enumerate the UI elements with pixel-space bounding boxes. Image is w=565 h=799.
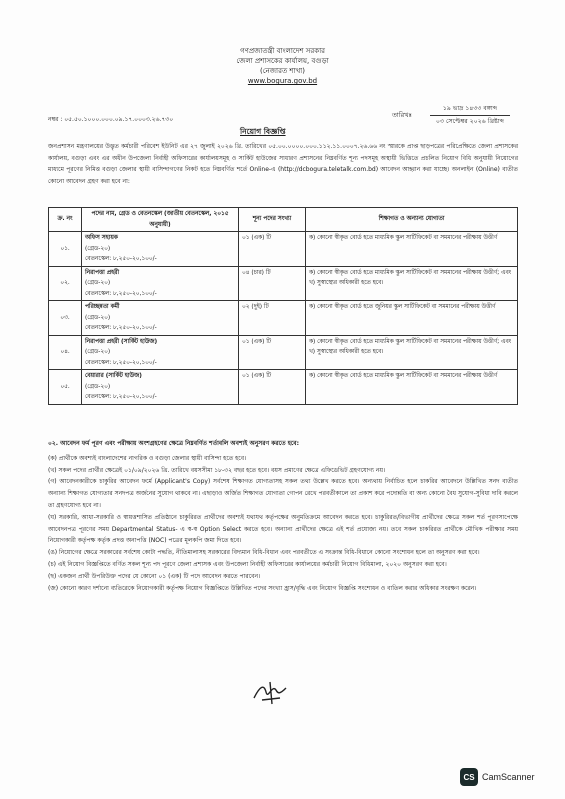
government-name: গণপ্রজাতন্ত্রী বাংলাদেশ সরকার (240, 47, 325, 55)
qualification-line: ক) কোনো স্বীকৃত বোর্ড হতে মাধ্যমিক স্কুল সার্টিফিকেট বা সমমানের পরীক্ষায় উত্তীর্ণ; এবং (309, 338, 512, 345)
row-count: ০১ (এক) টি (239, 335, 306, 370)
post-scale: বেতনস্কেল: ৮,২৫০-২০,১০০/- (85, 394, 157, 400)
header-post: পদের নাম, গ্রেড ও বেতনস্কেল (জাতীয় বেতনস্কেল, ২০১৫ অনুযায়ী) (82, 208, 239, 232)
qualification-line: খ) সুস্বাস্থ্যের অধিকারী হতে হবে। (309, 349, 384, 355)
row-post (82, 266, 239, 301)
condition-item: (জ) কোনো কারণ দর্শানো ব্যতিরেকে নিয়োগকারী কর্তৃপক্ষ নিয়োগ বিজ্ঞপ্তিতে উল্লিখিত পদের সংখ্যা হ্রাস/বৃদ্ধি এবং নিয়োগ বিজ্ঞপ্তি সংশোধন ও বাতিল করার অধিকার সংরক্ষণ করেন। (48, 584, 477, 592)
table-row (49, 301, 518, 336)
table-row (49, 370, 518, 405)
row-qualification (306, 232, 518, 267)
condition-item: (ক) প্রার্থীকে অবশ্যই বাংলাদেশের নাগরিক ও বগুড়া জেলার স্থায়ী বাসিন্দা হতে হবে। (48, 454, 247, 462)
conditions-section (48, 438, 518, 594)
date-bangla: ১৯ ভাদ্র ১৪৩৩ বঙ্গাব্দ (430, 103, 510, 116)
conditions-heading: ০২. আবেদন ফর্ম পূরণ এবং পরীক্ষায় অংশগ্রহণের ক্ষেত্রে নিম্নবর্ণিত শর্তাবলি অবশ্যই অনুসরণ করতে হবে: (48, 440, 300, 447)
post-grade: (গ্রেড-২০) (85, 383, 111, 390)
post-scale: বেতনস্কেল: ৮,২৫০-২০,১০০/- (85, 256, 157, 262)
qualification-line: ক) কোনো স্বীকৃত বোর্ড হতে মাধ্যমিক স্কুল সার্টিফিকেট বা সমমানের পরীক্ষায় উত্তীর্ণ (309, 373, 498, 379)
header-count: শূন্য পদের সংখ্যা (239, 208, 306, 232)
row-serial: ০৩. (49, 301, 82, 336)
qualification-line: খ) সুস্বাস্থ্যের অধিকারী হতে হবে। (309, 280, 384, 286)
post-grade: (গ্রেড-২০) (85, 245, 111, 252)
condition-item: (ঙ) নিয়োগের ক্ষেত্রে সরকারের সর্বশেষ কোটা পদ্ধতি, নীতিমালাসহ সরকারের বিদ্যমান বিধি-বিধান এবং পরবর্তীতে এ সংক্রান্ত বিধি-বিধানে কোনো সংশোধন হলে তা অনুসরণ করা হবে। (48, 549, 480, 557)
date-english: ০৩ সেপ্টেম্বর ২০২৬ খ্রিষ্টাব্দ (435, 118, 505, 125)
camscanner-label: CamScanner (482, 772, 535, 782)
condition-item: (ছ) একজন প্রার্থী উপরিউক্ত পদের যে কোনো ০১ (এক) টি পদে আবেদন করতে পারবেন। (48, 572, 261, 580)
row-post (82, 232, 239, 267)
condition-item: (গ) আবেদনকারীকে চাকুরির আবেদন ফর্মে (Applicant's Copy) সর্বশেষ শিক্ষাগত যোগ্যতাসহ সকল তথ্য উল্লেখ করতে হবে। অন্যথায় নির্বাচিত হলে চাকরির আবেদনে উল্লিখিত সনদ ব্যতীত অন্যান্য শিক্ষাগত যোগ্যতার সনদপত্র অর্জনের সুযোগ থাকবে না। এছাড়াও অর্জিত শিক্ষাগত যোগ্যতা গোপন রেখে পরবর্তীকালে তা প্রকাশ করে পদোন্নতি বা অন্য কোনো বৈধ সুযোগ-সুবিধা দাবি করলে তা গ্রহণযোগ্য হবে না। (48, 478, 518, 509)
camscanner-watermark (460, 768, 535, 786)
post-scale: বেতনস্কেল: ৮,২৫০-২০,১০০/- (85, 290, 157, 297)
row-count: ০১ (এক) টি (239, 232, 306, 267)
qualification-line: ক) কোনো স্বীকৃত বোর্ড হতে মাধ্যমিক স্কুল সার্টিফিকেট বা সমমানের পরীক্ষায় উত্তীর্ণ (309, 235, 498, 241)
post-name: নিরাপত্তা প্রহরী (85, 269, 119, 276)
letterhead (0, 46, 565, 86)
condition-item: (চ) এই নিয়োগ বিজ্ঞপ্তিতে বর্ণিত সকল শূন্য পদ পূরণে জেলা প্রশাসক এবং উপজেলা নির্বাহী অফিসারের কার্যালয়ের কর্মচারী নিয়োগ বিধিমালা, ২০২০ অনুসরণ করা হবে। (48, 560, 447, 568)
condition-item: (খ) সকল পদের প্রার্থীর ক্ষেত্রেই ০১/০৯/২০২৬ খ্রি. তারিখে বয়সসীমা ১৮-৩২ বছর হতে হবে। বয়স প্রমাণের ক্ষেত্রে এফিডেভিট গ্রহণযোগ্য নয়। (48, 466, 386, 474)
post-grade: (গ্রেড-২০) (85, 349, 111, 355)
section-name: (নেজারত শাখা) (260, 67, 305, 75)
post-name: পরিচ্ছন্নতা কর্মী (85, 304, 120, 310)
row-qualification (306, 301, 518, 336)
website-link[interactable]: www.bogura.gov.bd (247, 77, 318, 85)
condition-item: (ঘ) সরকারি, আধা-সরকারি ও স্বায়ত্তশাসিত প্রতিষ্ঠানে চাকুরিরত প্রার্থীদের অবশ্যই যথাযথ কর্তৃপক্ষের অনুমতিক্রমে আবেদন করতে হবে। চাকুরিরত/বিভাগীয় প্রার্থীদের ক্ষেত্রে সকল শর্ত পূরণসাপেক্ষে আবেদনপত্র পূরণের সময় Departmental Status- এ স্ব-স্ব Option Select করতে হবে। অন্যান্য প্রার্থীদের ক্ষেত্রে এই শর্ত প্রযোজ্য নয়। তবে সকল চাকরিরত প্রার্থীকে মৌখিক পরীক্ষার সময় নিয়োগকারী কর্তৃপক্ষ কর্তৃক প্রদত্ত অনাপত্তি (NOC) পত্রের মূলকপি জমা দিতে হবে। (48, 513, 518, 545)
row-qualification (306, 370, 518, 405)
qualification-line: ক) কোনো স্বীকৃত বোর্ড হতে মাধ্যমিক স্কুল সার্টিফিকেট বা সমমানের পরীক্ষায় উত্তীর্ণ; এবং (309, 269, 512, 276)
memo-number: নম্বর : ০৫.৫০.১০০০.০০০.০৯.১৭.০০০৩.২৬.৭৩০ (48, 116, 174, 123)
post-name: অফিস সহায়ক (85, 235, 118, 241)
row-serial: ০৫. (49, 370, 82, 405)
row-count: ০২ (দুই) টি (239, 301, 306, 336)
row-count: ০৪ (চার) টি (239, 266, 306, 301)
row-post (82, 301, 239, 336)
date-label: তারিখঃ (392, 111, 412, 119)
post-name: নিরাপত্তা প্রহরী (সার্কিট হাউজ) (85, 338, 158, 345)
post-grade: (গ্রেড-২০) (85, 280, 111, 286)
signature (250, 680, 290, 710)
post-name: বেয়ারার (সার্কিট হাউজ) (85, 373, 142, 379)
row-post (82, 335, 239, 370)
row-serial: ০২. (49, 266, 82, 301)
header-qualification: শিক্ষাগত ও অন্যান্য যোগ্যতা (306, 208, 518, 232)
intro-paragraph: জনপ্রশাসন মন্ত্রণালয়ের উদ্ভৃত কর্মচারী পরিবেশ ইউনিট এর ২৭ জুলাই ২০২৬ খ্রি. তারিখের ০৫.০০.০০০০.০০০.১১২.১১.০০০৭.২৬.৬৬ নং স্মারকে প্রাপ্ত ছাড়পত্রের পরিপ্রেক্ষিতে জেলা প্রশাসকের কার্যালয়, বগুড়া এবং এর অধীন উপজেলা নির্বাহী অফিসারের কার্যালয়সমূহ ও সার্কিট হাউজের সাধারণ প্রশাসনের নিম্নবর্ণিত শূন্য পদসমূহ অস্থায়ী ভিত্তিতে প্রচলিত নিয়োগ বিধি অনুযায়ী নিয়োগের মাধ্যমে পূরণের নিমিত্ত বগুড়া জেলার স্থায়ী বাসিন্দাগণের নিকট হতে নিম্নবর্ণিত শর্তে Online-এ (http://dcbogura.teletalk.com.bd) আবেদন আহ্বান করা যাচ্ছে। অনলাইন (Online) ব্যতীত কোনো আবেদন গ্রহণ করা হবে না: (48, 143, 518, 185)
row-serial: ০১. (49, 232, 82, 267)
table-header-row (49, 208, 518, 232)
date-block (430, 103, 510, 128)
post-scale: বেতনস্কেল: ৮,২৫০-২০,১০০/- (85, 359, 157, 366)
table-row (49, 266, 518, 301)
qualification-line: ক) কোনো স্বীকৃত বোর্ড হতে জুনিয়র স্কুল সার্টিফিকেট বা সমমানের পরীক্ষায় উত্তীর্ণ (309, 304, 496, 310)
camscanner-logo-icon: CS (460, 768, 478, 786)
row-count: ০১ (এক) টি (239, 370, 306, 405)
vacancy-table (48, 207, 518, 405)
row-qualification (306, 266, 518, 301)
row-post (82, 370, 239, 405)
row-serial: ০৪. (49, 335, 82, 370)
row-qualification (306, 335, 518, 370)
notice-title: নিয়োগ বিজ্ঞপ্তি (240, 127, 286, 136)
header-serial: ক্র. নং (49, 208, 82, 232)
table-row (49, 335, 518, 370)
post-grade: (গ্রেড-২০) (85, 314, 111, 321)
post-scale: বেতনস্কেল: ৮,২৫০-২০,১০০/- (85, 325, 157, 331)
table-row (49, 232, 518, 267)
office-name: জেলা প্রশাসকের কার্যালয়, বগুড়া (236, 57, 329, 65)
